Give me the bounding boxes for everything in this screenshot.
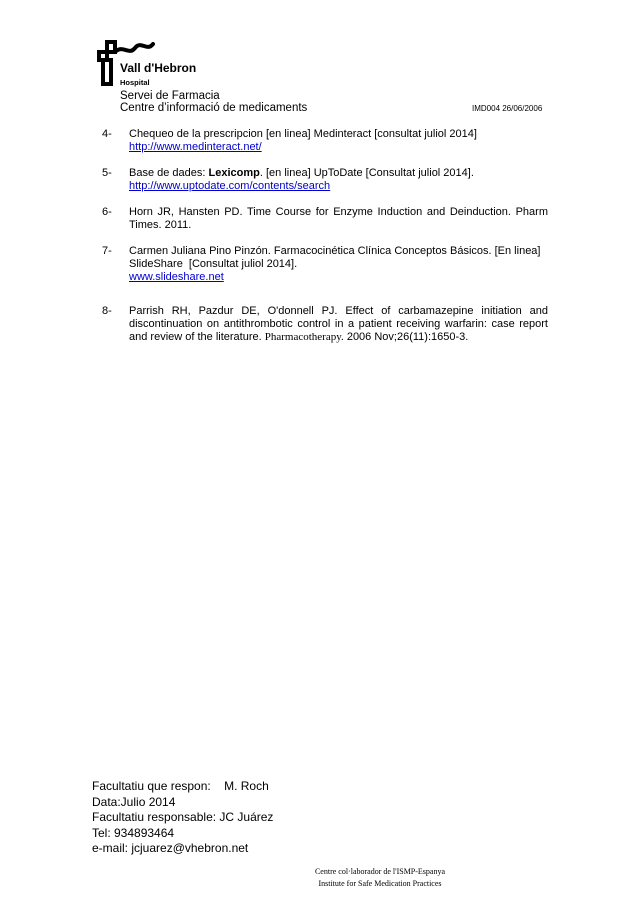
reference-number: 4- [102,128,112,140]
reference-text: Horn JR, Hansten PD. Time Course for Enzyme Induction and Deinduction. Pharm Times. 2011. [129,206,548,231]
footer-email: e-mail: jcjuarez@vhebron.net [92,841,249,855]
reference-item [102,167,548,193]
footer-responsible: Facultatiu responsable: JC Juárez [92,810,274,824]
centre-name: Centre d’informació de medicaments [120,102,308,114]
footer-phone: Tel: 934893464 [92,825,175,840]
reference-number: 6- [102,206,112,218]
footer-date: Data:Julio 2014 [92,794,176,809]
footer-contact [92,779,273,857]
reference-text: Carmen Juliana Pino Pinzón. Farmacocinética Clínica Conceptos Básicos. [En linea] [129,245,541,257]
reference-number: 7- [102,245,112,257]
reference-item [102,128,548,154]
reference-text: Base de dades: [129,167,209,179]
hospital-subtitle: Hospital [120,78,150,87]
department-name: Servei de Farmacia [120,90,220,102]
reference-number: 5- [102,167,112,179]
reference-item [102,245,548,284]
seal-line: Institute for Safe Medication Practices [318,879,442,888]
seal-line: Centre col·laborador de l'ISMP-Espanya [314,867,446,876]
hospital-name: Vall d'Hebron [120,61,197,75]
reference-text: Parrish RH, Pazdur DE, O'donnell PJ. Effect of carbamazepine initiation and discontinuation on antithrombotic control in a patient receiving warfarin: case report and review of the literature. [129,305,548,343]
reference-text: Chequeo de la prescripcion [en linea] Medinteract [consultat juliol 2014] [129,128,477,140]
reference-list [102,128,548,344]
reference-item [102,206,548,232]
reference-text: 2006 Nov;26(11):1650-3. [343,331,469,343]
reference-bold-title: Lexicomp [208,167,260,179]
reference-text: SlideShare [Consultat juliol 2014]. [129,258,298,270]
reference-number: 8- [102,305,112,317]
reference-item [102,305,548,344]
reference-link[interactable]: http://www.uptodate.com/contents/search [129,180,331,192]
reference-link[interactable]: http://www.medinteract.net/ [129,141,262,153]
reference-journal: Pharmacotherapy. [264,331,344,343]
ismp-seal [300,866,460,890]
document-code: IMD004 26/06/2006 [472,104,543,113]
reference-link[interactable]: www.slideshare.net [129,271,224,283]
footer-responder: Facultatiu que respon: M. Roch [92,779,269,793]
reference-text: . [en linea] UpToDate [Consultat juliol 2014]. [259,167,474,179]
